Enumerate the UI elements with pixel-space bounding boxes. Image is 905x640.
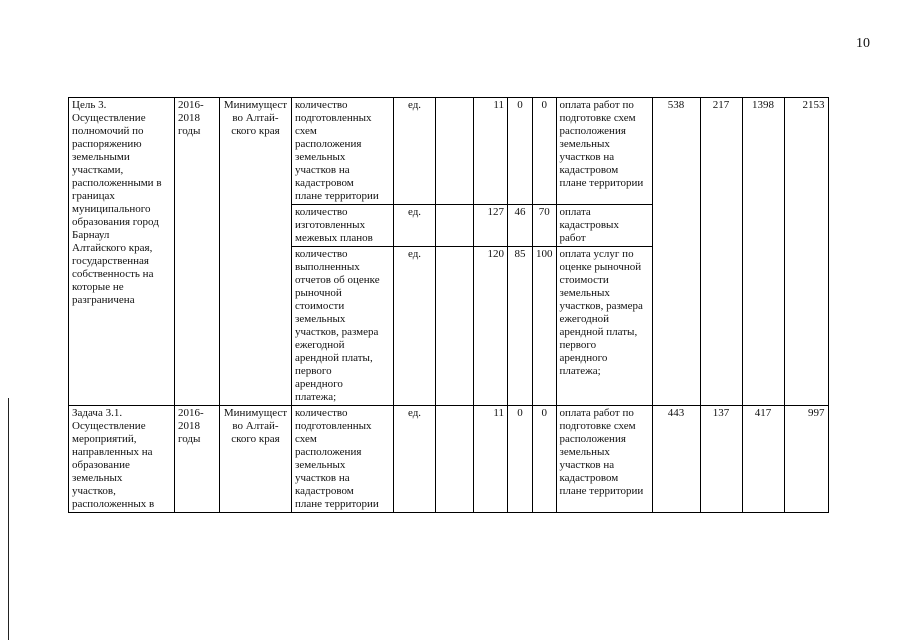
program-table [68,97,829,513]
finance-2017: 217 [700,98,742,406]
expense-item: оплата кадастровых работ [556,205,652,247]
indicator-unit: ед. [394,247,436,406]
table-row [69,406,829,513]
indicator-value: 0 [533,406,557,513]
indicator-value: 100 [533,247,557,406]
finance-2017: 137 [700,406,742,513]
table-row [69,98,829,205]
indicator-name: количество выполненных отчетов об оценке рыночной стоимости земельных участков, размера ежегодной арендной платы, первого арендного платежа; [292,247,394,406]
indicator-name: количество изготовленных межевых планов [292,205,394,247]
finance-2018: 1398 [742,98,784,406]
period-cell: 2016- 2018 годы [175,98,220,406]
period-cell: 2016- 2018 годы [175,406,220,513]
indicator-value: 0 [508,98,533,205]
goal-cell: Цель 3. Осуществление полномочий по распоряжению земельными участками, расположенными в границах муниципального образования город Барнаул Алтайского края, государственная собственность на которые не разграничена [69,98,175,406]
indicator-value: 11 [474,406,508,513]
indicator-base [436,98,474,205]
indicator-unit: ед. [394,98,436,205]
indicator-unit: ед. [394,205,436,247]
executor-cell: Минимущест во Алтай- ского края [220,98,292,406]
margin-line [8,398,9,640]
indicator-value: 70 [533,205,557,247]
indicator-value: 46 [508,205,533,247]
indicator-name: количество подготовленных схем расположения земельных участков на кадастровом плане территории [292,406,394,513]
expense-item: оплата работ по подготовке схем расположения земельных участков на кадастровом плане территории [556,98,652,205]
expense-item: оплата услуг по оценке рыночной стоимости земельных участков, размера ежегодной арендной платы, первого арендного платежа; [556,247,652,406]
indicator-value: 85 [508,247,533,406]
expense-item: оплата работ по подготовке схем расположения земельных участков на кадастровом плане территории [556,406,652,513]
finance-2016: 538 [652,98,700,406]
indicator-base [436,205,474,247]
goal-cell: Задача 3.1. Осуществление мероприятий, направленных на образование земельных участков, расположенных в [69,406,175,513]
executor-cell: Минимущест во Алтай- ского края [220,406,292,513]
finance-2016: 443 [652,406,700,513]
finance-total: 2153 [784,98,828,406]
indicator-base [436,247,474,406]
indicator-name: количество подготовленных схем расположения земельных участков на кадастровом плане территории [292,98,394,205]
finance-total: 997 [784,406,828,513]
indicator-value: 0 [533,98,557,205]
indicator-unit: ед. [394,406,436,513]
indicator-value: 0 [508,406,533,513]
indicator-value: 127 [474,205,508,247]
indicator-value: 11 [474,98,508,205]
finance-2018: 417 [742,406,784,513]
indicator-value: 120 [474,247,508,406]
page-number: 10 [856,36,870,51]
indicator-base [436,406,474,513]
